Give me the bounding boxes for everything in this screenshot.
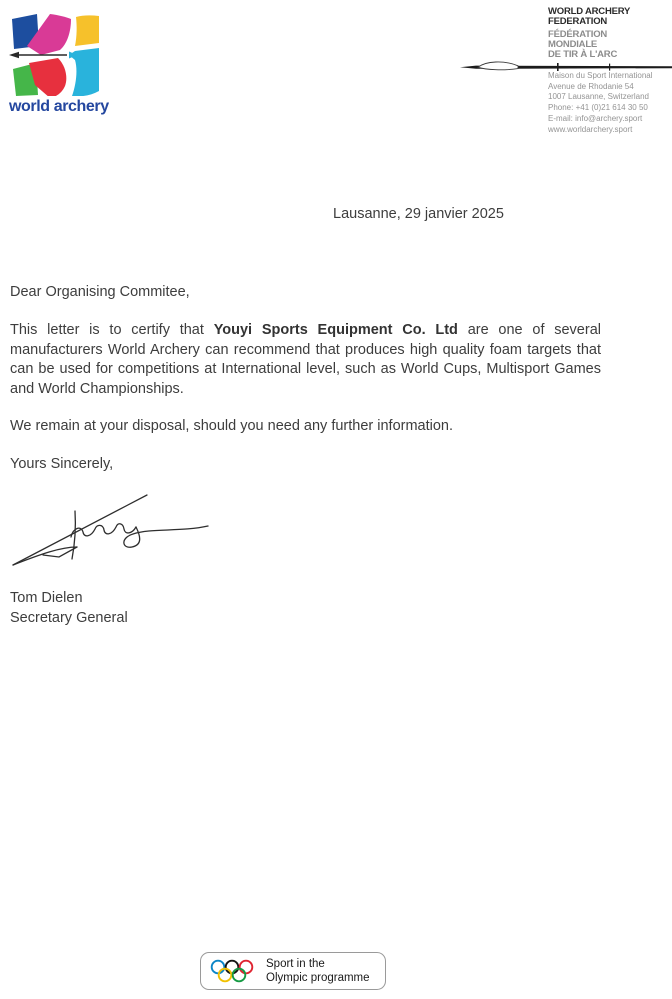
federation-name-fr [548, 30, 668, 60]
email-line: E-mail: info@archery.sport [548, 113, 643, 123]
world-archery-logo-icon [9, 12, 102, 96]
federation-en-line: WORLD ARCHERY [548, 6, 631, 17]
address-line: 1007 Lausanne, Switzerland [548, 92, 649, 102]
federation-fr-line: FÉDÉRATION [548, 29, 608, 40]
website-line: www.worldarchery.sport [548, 124, 633, 134]
address-block [548, 71, 672, 135]
salutation: Dear Organising Commitee, [10, 284, 190, 300]
body-paragraph-2: We remain at your disposal, should you need any further information. [10, 418, 454, 434]
paragraph-text: This letter is to certify that [10, 322, 214, 338]
federation-en-line: FEDERATION [548, 16, 608, 27]
badge-line-1: Sport in the [266, 957, 325, 970]
federation-name-block [548, 7, 668, 60]
address-line: Maison du Sport International [548, 71, 653, 80]
logo-wordmark: world archery [9, 98, 109, 115]
federation-name-en [548, 7, 668, 27]
closing-phrase: Yours Sincerely, [10, 456, 114, 472]
olympic-rings-icon [208, 956, 256, 986]
paragraph-text: are one of several manufacturers World Archery can recommend that produces high quality foam targets that can be used for competitions at International level, such as World Cups, Multisport Games and World Championships. [10, 322, 601, 397]
address-line: Avenue de Rhodanie 54 [548, 81, 634, 91]
signer-title: Secretary General [10, 610, 128, 626]
olympic-programme-badge [200, 952, 386, 990]
phone-line: Phone: +41 (0)21 614 30 50 [548, 103, 648, 113]
company-name: Youyi Sports Equipment Co. Ltd [213, 322, 458, 338]
signature [5, 485, 215, 577]
federation-fr-line: MONDIALE [548, 39, 598, 50]
world-archery-logo [9, 12, 119, 116]
letter-date: Lausanne, 29 janvier 2025 [333, 206, 504, 222]
badge-text [266, 957, 370, 986]
body-paragraph-1 [10, 321, 601, 399]
badge-line-2: Olympic programme [266, 972, 370, 984]
signer-name: Tom Dielen [10, 590, 83, 606]
federation-fr-line: DE TIR À L'ARC [548, 49, 618, 60]
